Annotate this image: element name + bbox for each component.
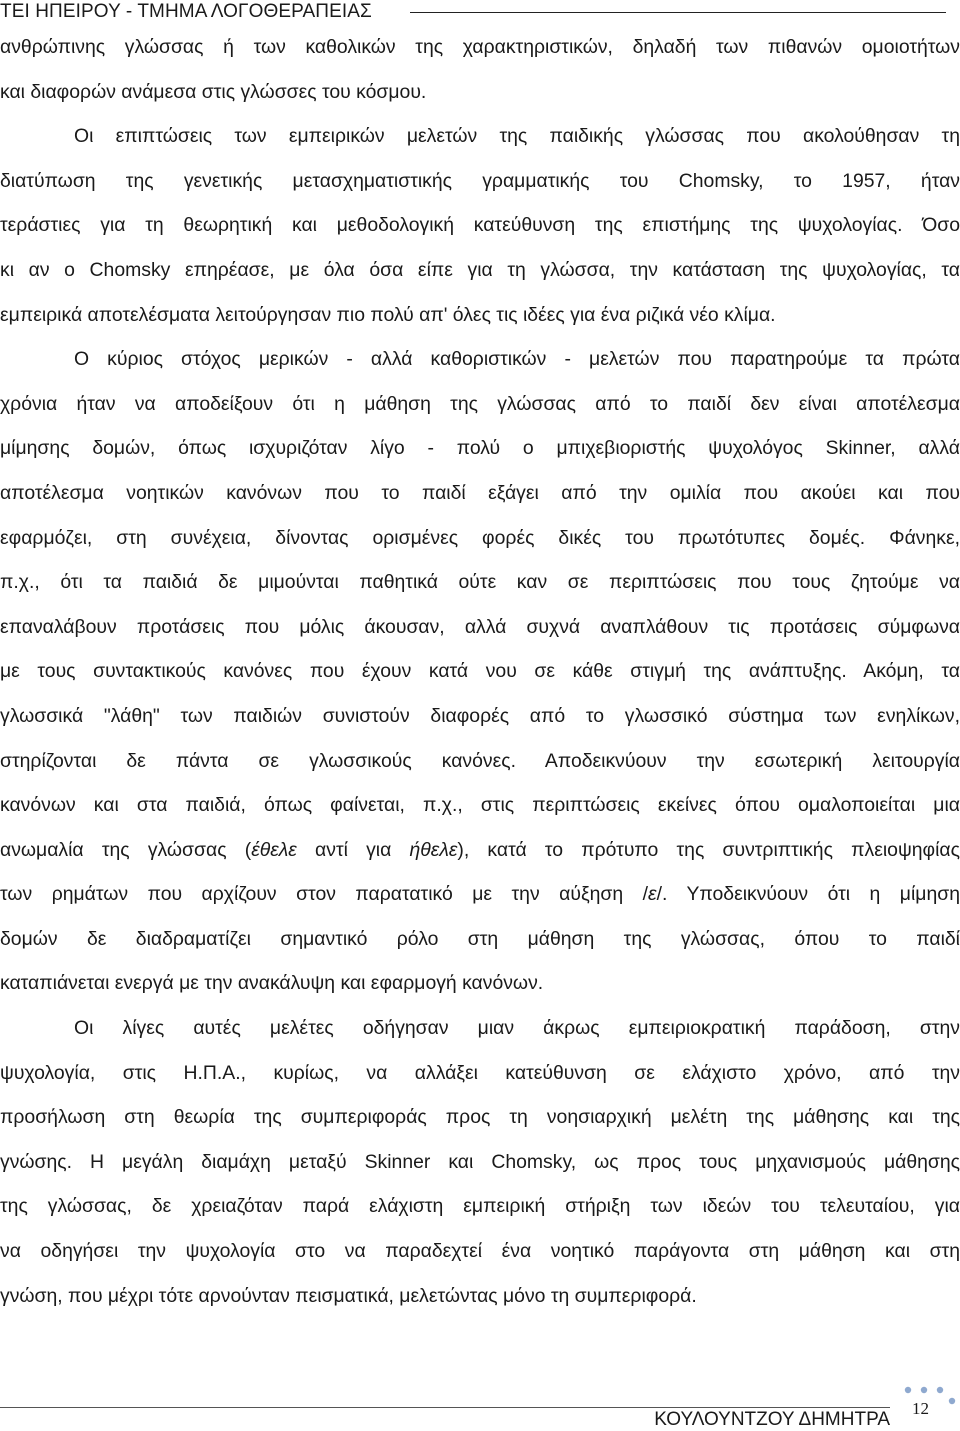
text-line: Οι λίγες αυτές μελέτες οδήγησαν μιαν άκρως εμπειριοκρατική παράδοση, στην: [74, 1017, 960, 1040]
footer-author: ΚΟΥΛΟΥΝΤΖΟΥ ΔΗΜΗΤΡΑ: [654, 1409, 890, 1430]
text-line: να οδηγήσει την ψυχολογία στο να παραδεχτεί ένα νοητικό παράγοντα στη μάθηση και στη: [0, 1240, 960, 1263]
text-line: καταπιάνεται ενεργά με την ανακάλυψη και εφαρμογή κανόνων.: [0, 972, 544, 995]
page-footer: [0, 1385, 960, 1430]
header-title: ΤΕΙ ΗΠΕΙΡΟΥ - ΤΜΗΜΑ ΛΟΓΟΘΕΡΑΠΕΙΑΣ: [0, 1, 372, 22]
text-line: π.χ., ότι τα παιδιά δε μιμούνται παθητικά ούτε καν σε περιπτώσεις που τους ζητούμε να: [0, 571, 960, 594]
dot: [905, 1387, 911, 1393]
text-line: αποτέλεσμα νοητικών κανόνων που το παιδί εξάγει από την ομιλία που ακούει και που: [0, 481, 960, 504]
text-line: διατύπωση της γενετικής μετασχηματιστικής γραμματικής του Chomsky, το 1957, ήταν: [0, 169, 960, 192]
dot: [937, 1387, 943, 1393]
text-segment: /. Υποδεικνύουν ότι η μίμηση: [656, 883, 960, 906]
text-line: [0, 828, 960, 873]
dot: [949, 1398, 955, 1404]
text-line: Ο κύριος στόχος μερικών - αλλά καθοριστικών - μελετών που παρατηρούμε τα πρώτα: [74, 348, 960, 371]
text-segment: αντί για: [296, 838, 410, 861]
document-body: [0, 25, 960, 1318]
text-line: εφαρμόζει, στη συνέχεια, δίνοντας ορισμένες φορές δικές του πρωτότυπες δομές. Φάνηκε,: [0, 526, 960, 549]
decorative-dots-icon: [902, 1385, 956, 1407]
text-line: μίμησης δομών, όπως ισχυριζόταν λίγο - πολύ ο μπιχεβιοριστής ψυχολόγος Skinner, αλλά: [0, 437, 960, 460]
dot: [921, 1387, 927, 1393]
text-line: προσήλωση στη θεωρία της συμπεριφοράς προς τη νοησιαρχική μελέτη της μάθησης και της: [0, 1106, 960, 1129]
text-line: κι αν ο Chomsky επηρέασε, με όλα όσα είπε για τη γλώσσα, την κατάσταση της ψυχολογίας, τα: [0, 258, 960, 281]
text-segment: των ρημάτων που αρχίζουν στον παρατατικό με την αύξηση /: [0, 883, 649, 906]
text-line: δομών δε διαδραματίζει σημαντικό ρόλο στη μάθηση της γλώσσας, όπου το παιδί: [0, 927, 960, 950]
header-rule: [410, 12, 946, 13]
text-line: με τους συντακτικούς κανόνες που έχουν κατά νου σε κάθε στιγμή της ανάπτυξης. Ακόμη, τα: [0, 660, 960, 683]
text-line: στηρίζονται δε πάντα σε γλωσσικούς κανόνες. Αποδεικνύουν την εσωτερική λειτουργία: [0, 749, 960, 772]
text-segment: ανωμαλία της γλώσσας (: [0, 838, 252, 861]
text-line: γνώσης. Η μεγάλη διαμάχη μεταξύ Skinner και Chomsky, ως προς τους μηχανισμούς μάθησης: [0, 1150, 960, 1173]
text-segment: ), κατά το πρότυπο της συντριπτικής πλειοψηφίας: [457, 838, 960, 861]
footer-rule: [0, 1407, 890, 1408]
page-header: [0, 0, 960, 24]
text-line: Οι επιπτώσεις των εμπειρικών μελετών της παιδικής γλώσσας που ακολούθησαν τη: [74, 125, 960, 148]
text-line: γλωσσικά "λάθη" των παιδιών συνιστούν διαφορές από το γλωσσικό σύστημα των ενηλίκων,: [0, 704, 960, 727]
italic-letter: ε: [648, 883, 657, 906]
text-line: ανθρώπινης γλώσσας ή των καθολικών της χαρακτηριστικών, δηλαδή των πιθανών ομοιοτήτων: [0, 36, 960, 58]
text-line: γνώση, που μέχρι τότε αρνούνταν πεισματικά, μελετώντας μόνο τη συμπεριφορά.: [0, 1284, 697, 1307]
italic-word: έθελε: [251, 838, 297, 861]
text-line: και διαφορών ανάμεσα στις γλώσσες του κόσμου.: [0, 80, 427, 103]
text-line: χρόνια ήταν να αποδείξουν ότι η μάθηση της γλώσσας από το παιδί δεν είναι αποτέλεσμα: [0, 392, 960, 415]
text-line: της γλώσσας, δε χρειαζόταν παρά ελάχιστη εμπειρική στήριξη των ιδεών του τελευταίου, για: [0, 1195, 960, 1218]
text-line: κανόνων και στα παιδιά, όπως φαίνεται, π.χ., στις περιπτώσεις εκείνες όπου ομαλοποιείται μια: [0, 794, 960, 817]
text-line: [0, 872, 960, 917]
text-line: ψυχολογία, στις Η.Π.Α., κυρίως, να αλλάξει κατεύθυνση σε ελάχιστο χρόνο, από την: [0, 1061, 960, 1084]
text-line: επαναλάβουν προτάσεις που μόλις άκουσαν, αλλά συχνά αναπλάθουν τις προτάσεις σύμφωνα: [0, 615, 960, 638]
text-line: εμπειρικά αποτελέσματα λειτούργησαν πιο πολύ απ' όλες τις ιδέες για ένα ριζικά νέο κλίμα.: [0, 303, 776, 326]
italic-word: ήθελε: [409, 838, 458, 861]
text-line: τεράστιες για τη θεωρητική και μεθοδολογική κατεύθυνση της επιστήμης της ψυχολογίας. Όσο: [0, 214, 960, 237]
page-number: 12: [912, 1399, 929, 1418]
